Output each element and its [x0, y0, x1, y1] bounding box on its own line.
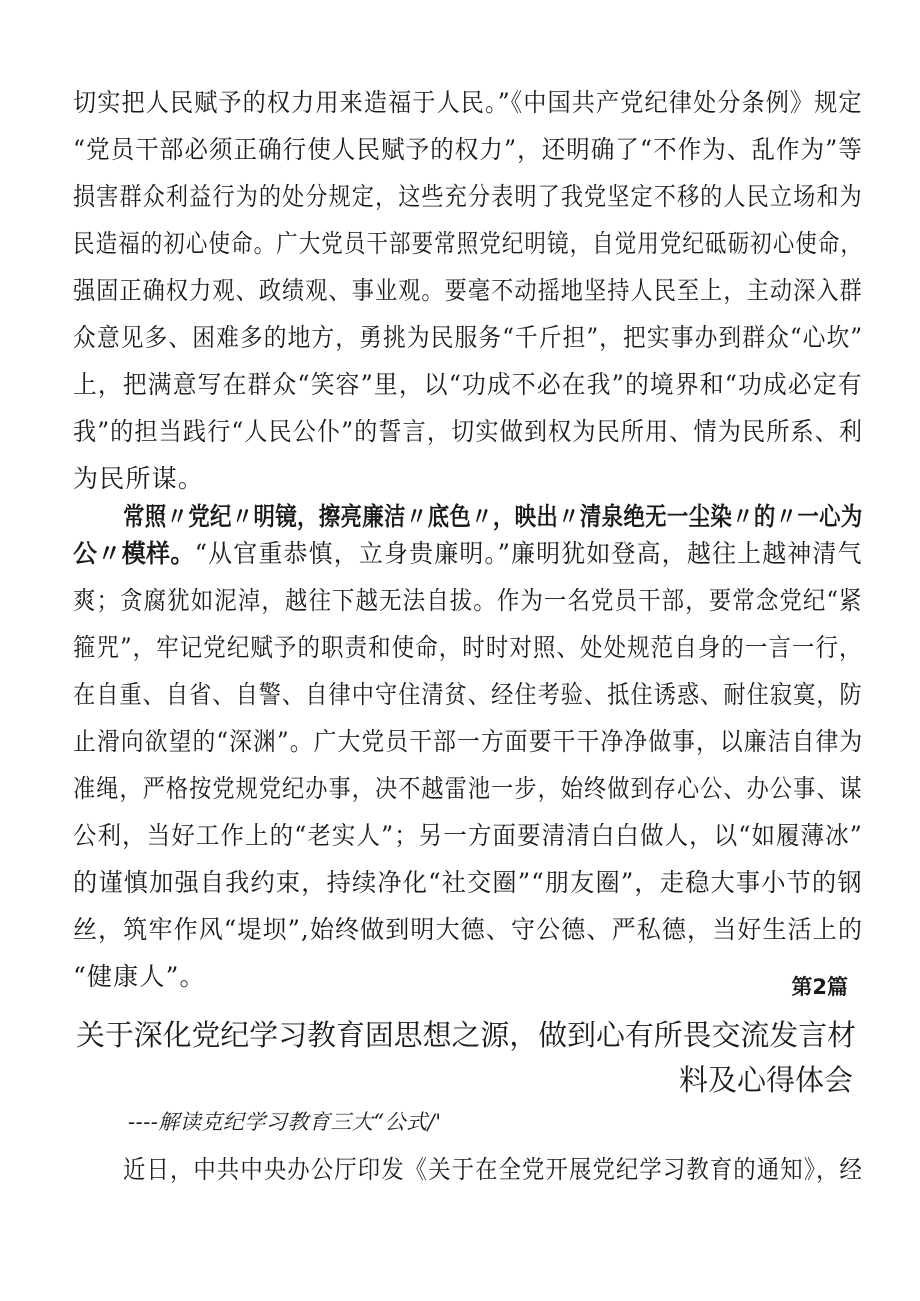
paragraph-2-heading-tail: 公〃模样。	[73, 539, 195, 568]
section-label: 第2篇	[791, 975, 848, 999]
paragraph-2-line: 的谨慎加强自我约束，持续净化“社交圈”“朋友圈”，走稳大事小节的钢	[73, 868, 863, 897]
paragraph-2-line: 在自重、自省、自警、自律中守住清贫、经住考验、抵住诱惑、耐住寂寞，防	[73, 680, 863, 709]
paragraph-1-line: 强固正确权力观、政绩观、事业观。要毫不动摇地坚持人民至上，主动深入群	[73, 276, 863, 305]
paragraph-2-line: 准绳，严格按党规党纪办事，决不越雷池一步，始终做到存心公、办公事、谋	[73, 774, 863, 803]
paragraph-1-line: 切实把人民赋予的权力用来造福于人民。”《中国共产党纪律处分条例》规定	[73, 88, 863, 117]
paragraph-1-line: “党员干部必须正确行使人民赋予的权力”，还明确了“不作为、乱作为”等	[73, 135, 863, 164]
paragraph-2-line: 止滑向欲望的“深渊”。广大党员干部一方面要干干净净做事，以廉洁自律为	[73, 727, 864, 756]
paragraph-2-line: 爽；贪腐犹如泥淖，越往下越无法自拔。作为一名党员干部，要常念党纪“紧	[73, 586, 863, 615]
paragraph-2-quote: “从官重恭慎，立身贵廉明。”廉明犹如登高，越往上越神清气	[194, 539, 863, 568]
paragraph-3-line: 近日，中共中央办公厅印发《关于在全党开展党纪学习教育的通知》，经	[123, 1155, 863, 1184]
article-title-line-1: 关于深化党纪学习教育固思想之源，做到心有所畏交流发言材	[75, 1018, 857, 1052]
paragraph-2-line: “健康人”。	[73, 962, 206, 991]
article-subtitle: ----解读克纪学习教育三大“公式/'	[128, 1110, 442, 1134]
paragraph-2-line: 丝，筑牢作风“堤坝”,始终做到明大德、守公德、严私德，当好生活上的	[73, 915, 864, 944]
paragraph-1-line: 为民所谋。	[73, 464, 205, 493]
paragraph-1-line: 民造福的初心使命。广大党员干部要常照党纪明镜，自觉用党纪砥砺初心使命，	[73, 229, 864, 258]
paragraph-2-line: 公利，当好工作上的“老实人”；另一方面要清清白白做人，以“如履薄冰”	[73, 821, 863, 850]
paragraph-2-line: 箍咒”，牢记党纪赋予的职责和使命，时时对照、处处规范自身的一言一行，	[73, 633, 863, 662]
article-title-line-2: 料及心得体会	[678, 1063, 853, 1097]
paragraph-1-line: 众意见多、困难多的地方，勇挑为民服务“千斤担”，把实事办到群众“心坎”	[73, 323, 864, 352]
paragraph-2-heading: 常照〃党纪〃明镜，擦亮廉洁〃底色〃，映出〃清泉绝无一尘染〃的〃一心为	[123, 502, 863, 531]
paragraph-1-line: 上，把满意写在群众“笑容”里，以“功成不必在我”的境界和“功成必定有	[73, 370, 863, 399]
paragraph-1-line: 损害群众利益行为的处分规定，这些充分表明了我党坚定不移的人民立场和为	[73, 182, 863, 211]
paragraph-1-line: 我”的担当践行“人民公仆”的誓言，切实做到权为民所用、情为民所系、利	[73, 417, 864, 446]
paragraph-2-heading-line-2	[73, 534, 863, 574]
